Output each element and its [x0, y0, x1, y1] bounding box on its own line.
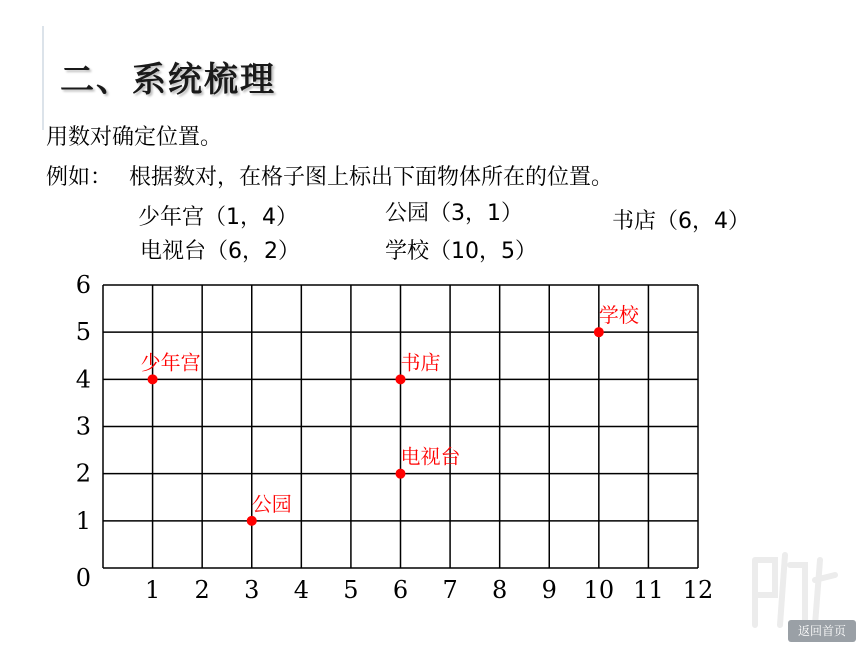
example-prefix: 例如：	[46, 165, 113, 190]
origin-label: 0	[75, 564, 91, 592]
page-title: 二、系统梳理	[60, 60, 276, 100]
y-tick-label: 1	[75, 506, 91, 535]
x-tick-label: 4	[293, 576, 309, 604]
item-name: 学校	[385, 239, 430, 264]
item-coord: （6，2）	[206, 239, 301, 264]
location-point	[594, 327, 604, 337]
item-coord: （3，1）	[429, 201, 524, 226]
location-label: 学校	[598, 303, 639, 328]
back-home-button[interactable]: 返回首页	[788, 620, 856, 642]
y-tick-label: 6	[75, 271, 91, 299]
x-tick-label: 10	[583, 576, 615, 604]
x-tick-label: 9	[541, 576, 557, 604]
item-name: 少年宫	[138, 205, 205, 230]
location-label: 公园	[251, 491, 292, 516]
item-name: 电视台	[140, 239, 207, 264]
x-tick-label: 3	[244, 576, 260, 604]
x-tick-label: 12	[682, 576, 714, 604]
item-coord: （1，4）	[204, 205, 299, 230]
x-tick-label: 5	[343, 576, 359, 604]
location-label: 电视台	[400, 444, 461, 469]
location-label: 书店	[400, 350, 441, 375]
x-tick-label: 2	[194, 576, 210, 604]
location-point	[396, 374, 406, 384]
x-tick-label: 6	[392, 576, 409, 604]
x-tick-label: 1	[144, 576, 161, 604]
location-label: 少年宫	[140, 350, 201, 375]
x-tick-label: 11	[633, 576, 664, 604]
location-point	[148, 374, 158, 384]
x-tick-label: 8	[492, 576, 508, 604]
item-name: 公园	[385, 201, 430, 226]
x-tick-label: 7	[442, 576, 458, 604]
location-point	[247, 516, 257, 526]
item-coord: （10，5）	[429, 239, 538, 264]
item-name: 书店	[612, 209, 657, 234]
location-point	[396, 469, 406, 479]
item-coord: （6，4）	[656, 209, 751, 234]
y-tick-label: 4	[75, 365, 91, 394]
y-tick-label: 5	[75, 318, 91, 347]
example-instruction: 根据数对，在格子图上标出下面物体所在的位置。	[129, 165, 614, 190]
y-tick-label: 3	[75, 412, 91, 441]
y-tick-label: 2	[75, 459, 91, 488]
intro-text: 用数对确定位置。	[46, 125, 223, 150]
